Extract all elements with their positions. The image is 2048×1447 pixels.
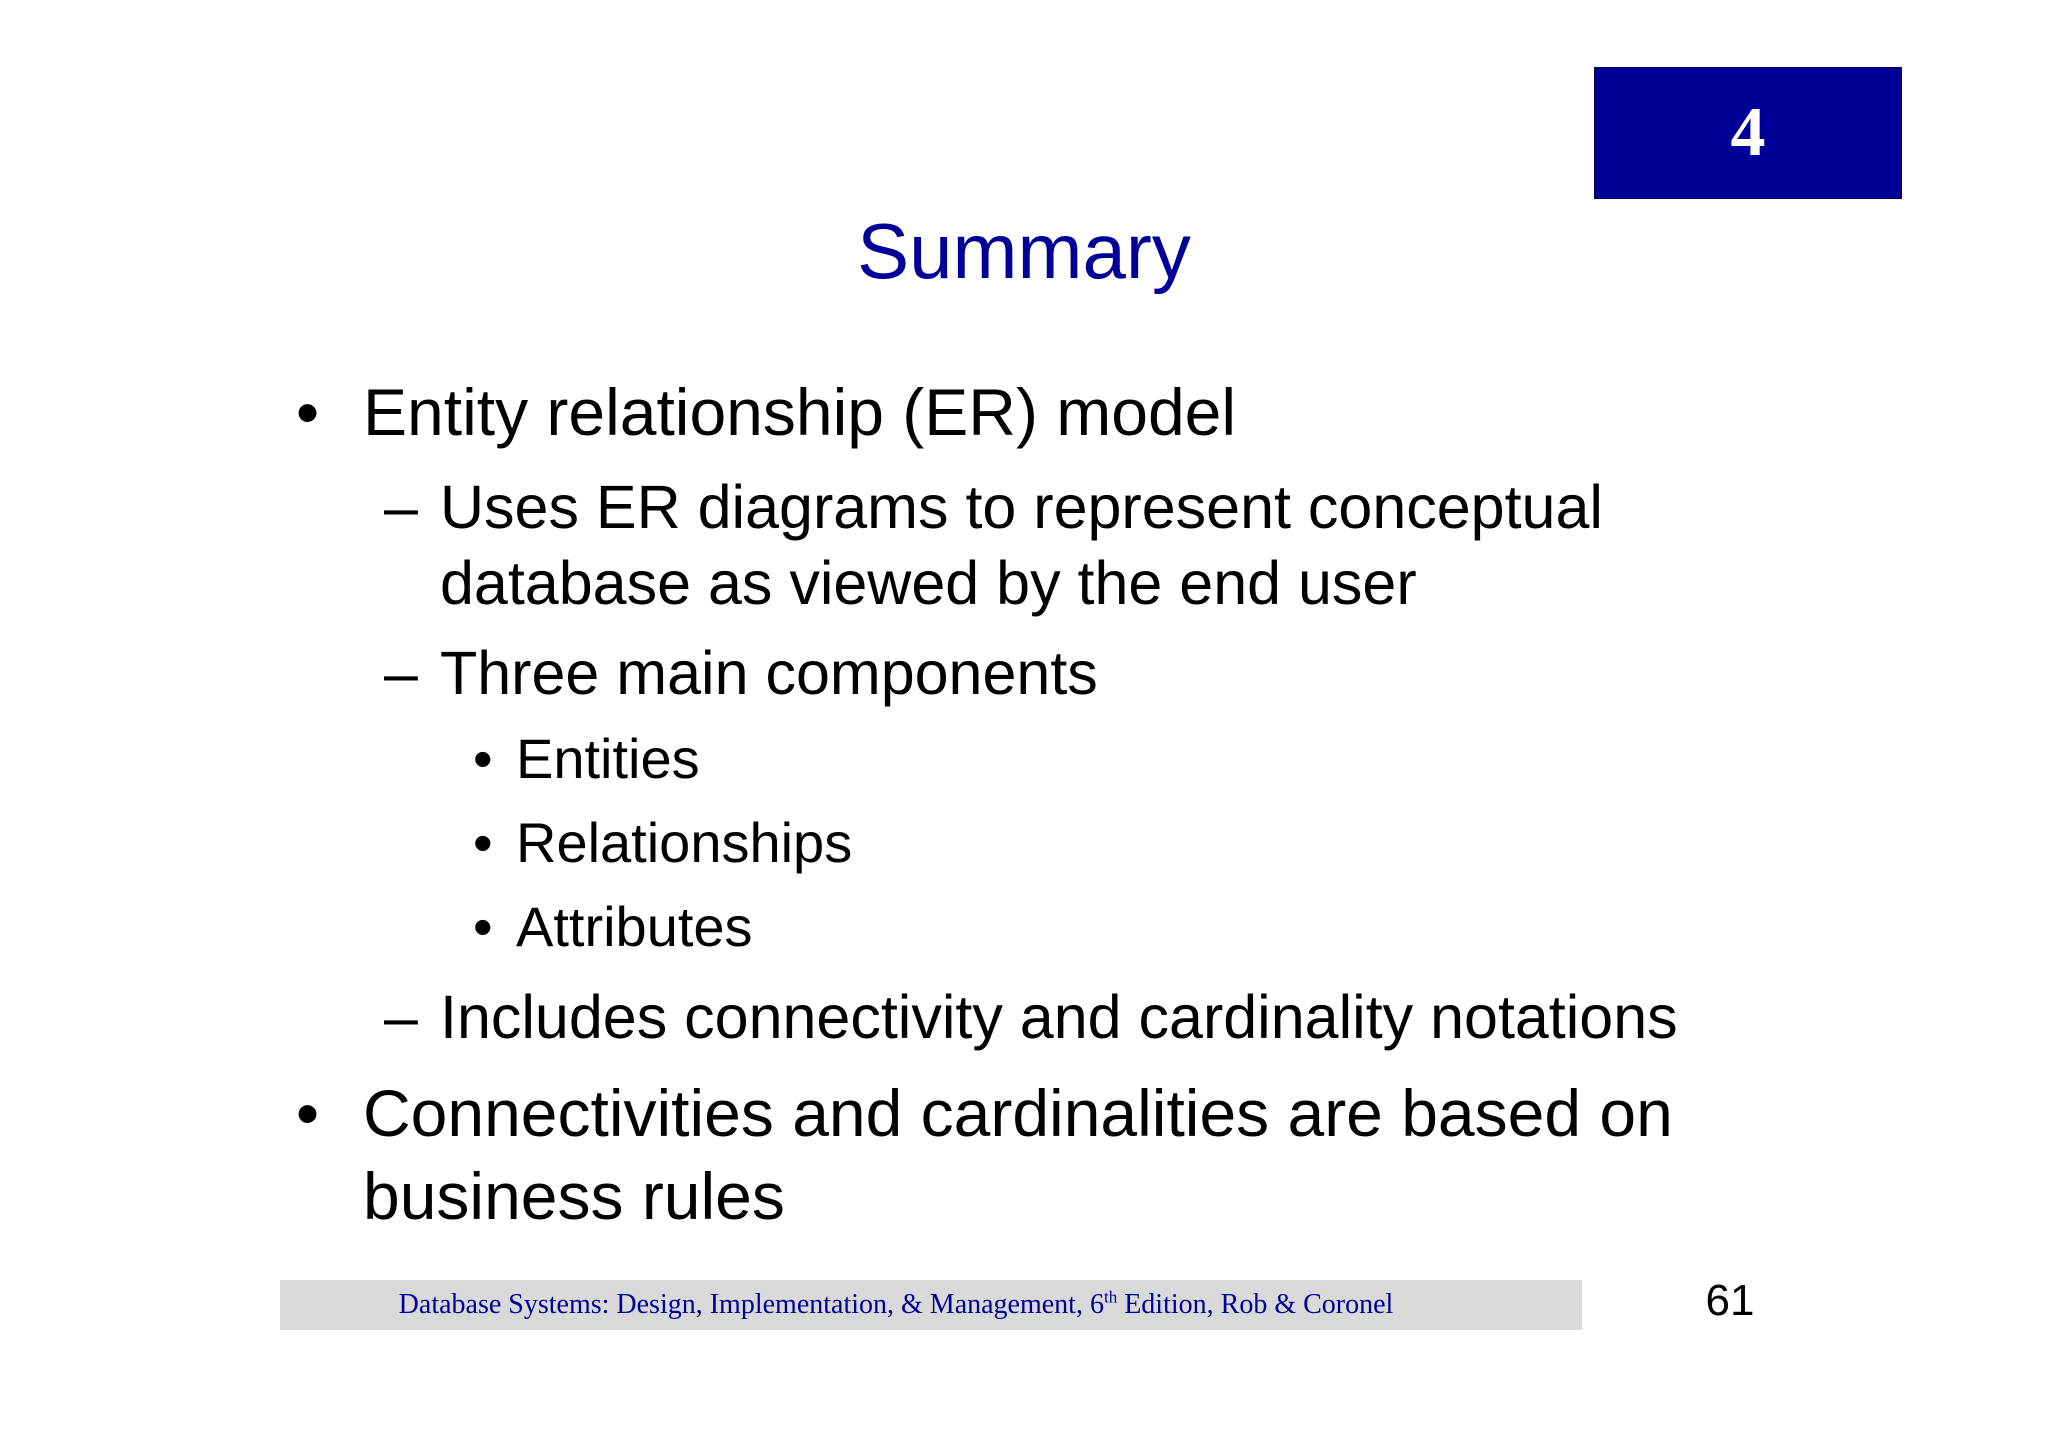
bullet-marker: • bbox=[296, 375, 320, 449]
dash-marker: – bbox=[384, 639, 418, 707]
footer-text bbox=[399, 1289, 1394, 1321]
bullet-marker: • bbox=[473, 811, 493, 874]
sub-sub-bullet-text: Attributes bbox=[516, 895, 753, 958]
sub-bullet-text-line: Three main components bbox=[440, 639, 1098, 707]
sub-sub-bullet-text: Entities bbox=[516, 727, 700, 790]
bullet-marker: • bbox=[296, 1076, 320, 1150]
sub-bullet-text-line: Includes connectivity and cardinality notations bbox=[440, 983, 1678, 1051]
footer-prefix: Database Systems: Design, Implementation, & Management, 6 bbox=[398, 1289, 1104, 1320]
bullet-marker: • bbox=[473, 727, 493, 790]
slide-title: Summary bbox=[857, 207, 1191, 295]
dash-marker: – bbox=[384, 983, 418, 1051]
footer-superscript: th bbox=[1103, 1287, 1118, 1307]
page-number: 61 bbox=[1705, 1276, 1755, 1325]
bullet-text-line: Connectivities and cardinalities are based on bbox=[363, 1076, 1673, 1150]
bullet-marker: • bbox=[473, 895, 493, 958]
dash-marker: – bbox=[384, 473, 418, 541]
footer-citation bbox=[280, 1280, 1582, 1330]
bullet-text-line: business rules bbox=[363, 1159, 785, 1233]
sub-bullet-text-line: database as viewed by the end user bbox=[440, 549, 1417, 617]
chapter-number: 4 bbox=[1730, 94, 1766, 171]
footer-suffix: Edition, Rob & Coronel bbox=[1117, 1289, 1394, 1320]
sub-bullet-text-line: Uses ER diagrams to represent conceptual bbox=[440, 473, 1603, 541]
sub-sub-bullet-text: Relationships bbox=[516, 811, 853, 874]
bullet-text: Entity relationship (ER) model bbox=[363, 375, 1237, 449]
